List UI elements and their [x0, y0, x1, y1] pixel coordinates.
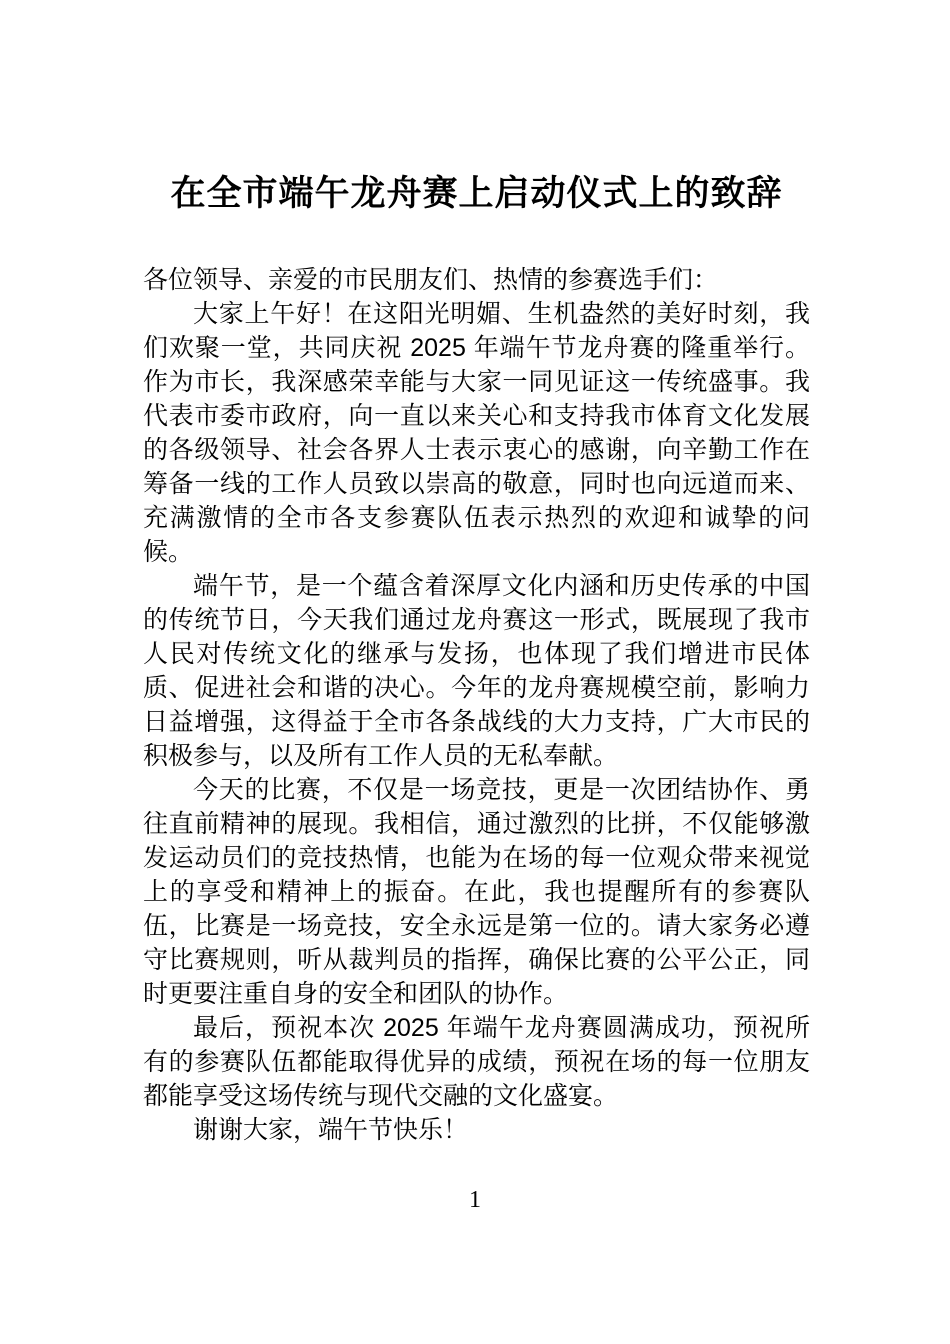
- document-title: 在全市端午龙舟赛上启动仪式上的致辞: [170, 174, 783, 213]
- paragraph-closing: 谢谢大家，端午节快乐！: [193, 1116, 469, 1144]
- paragraph-greeting: 大家上午好！在这阳光明媚、生机盎然的美好时刻，我们欢聚一堂，共同庆祝 2025 年端午节龙舟赛的隆重举行。作为市长，我深感荣幸能与大家一同见证这一传统盛事。我代表市委市政府，向一直以来关心和支持我市体育文化发展的各级领导、社会各界人士表示衷心的感谢，向辛勤工作在筹备一线的工作人员致以崇高的敬意，同时也向远道而来、充满激情的全市各支参赛队伍表示热烈的欢迎和诚挚的问候。: [143, 300, 810, 566]
- page-number: 1: [469, 1187, 481, 1213]
- paragraph-festival-meaning: 端午节，是一个蕴含着深厚文化内涵和历史传承的中国的传统节日，今天我们通过龙舟赛这一形式，既展现了我市人民对传统文化的继承与发扬，也体现了我们增进市民体质、促进社会和谐的决心。今年的龙舟赛规模空前，影响力日益增强，这得益于全市各条战线的大力支持，广大市民的积极参与，以及所有工作人员的无私奉献。: [143, 572, 810, 770]
- salutation-line: 各位领导、亲爱的市民朋友们、热情的参赛选手们：: [143, 266, 719, 294]
- document-body: [143, 263, 810, 1147]
- paragraph-wishes: 最后，预祝本次 2025 年端午龙舟赛圆满成功，预祝所有的参赛队伍都能取得优异的成绩，预祝在场的每一位朋友都能享受这场传统与现代交融的文化盛宴。: [143, 1014, 810, 1110]
- paragraph-competition-safety: 今天的比赛，不仅是一场竞技，更是一次团结协作、勇往直前精神的展现。我相信，通过激烈的比拼，不仅能够激发运动员们的竞技热情，也能为在场的每一位观众带来视觉上的享受和精神上的振奋。在此，我也提醒所有的参赛队伍，比赛是一场竞技，安全永远是第一位的。请大家务必遵守比赛规则，听从裁判员的指挥，确保比赛的公平公正，同时更要注重自身的安全和团队的协作。: [143, 776, 810, 1008]
